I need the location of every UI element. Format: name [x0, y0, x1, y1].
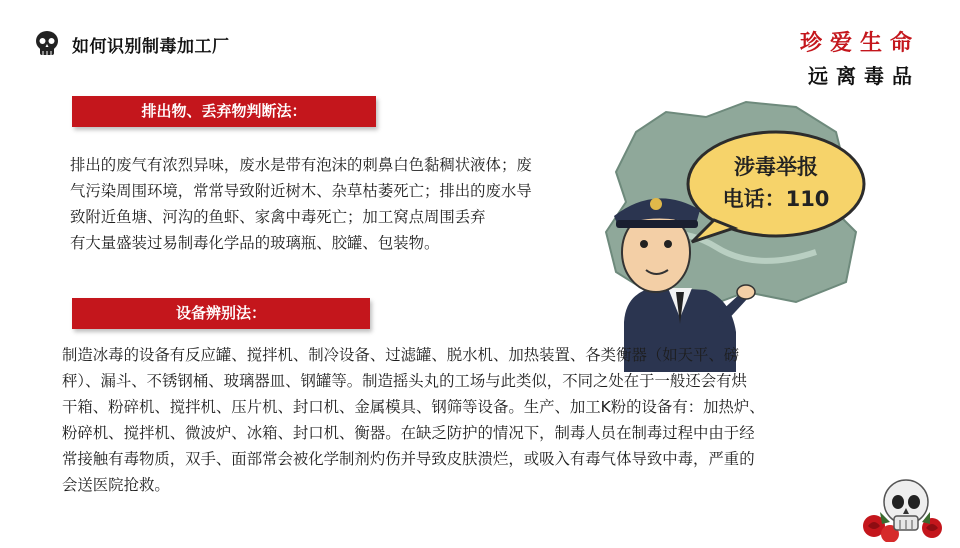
page-title: 如何识别制毒加工厂 — [72, 37, 230, 57]
text-line: 致附近鱼塘、河沟的鱼虾、家禽中毒死亡；加工窝点周围丢弃 — [70, 208, 486, 226]
police-report-illustration — [596, 92, 896, 372]
text-line: 干箱、粉碎机、搅拌机、压片机、封口机、金属模具、钢筛等设备。生产、加工K粉的设备有：加热炉、 — [62, 398, 765, 416]
skull-roses-icon — [860, 472, 944, 542]
bubble-text-line1: 涉毒举报 — [734, 155, 818, 179]
skull-icon — [34, 30, 60, 58]
section-heading-equipment: 设备辨别法： — [72, 298, 370, 329]
slogan-stay-away-drugs: 远离毒品 — [808, 64, 920, 88]
text-line: 常接触有毒物质，双手、面部常会被化学制剂灼伤并导致皮肤溃烂，或吸入有毒气体导致中毒，严重的 — [62, 450, 755, 468]
text-line: 秤）、漏斗、不锈钢桶、玻璃器皿、钢罐等。制造摇头丸的工场与此类似，不同之处在于一般还会有烘 — [62, 372, 747, 390]
section-heading-discharge: 排出物、丢弃物判断法： — [72, 96, 376, 127]
text-line: 会送医院抢救。 — [62, 476, 170, 494]
section-body-equipment — [62, 342, 884, 498]
slogan-cherish-life: 珍爱生命 — [799, 31, 920, 56]
text-line: 有大量盛装过易制毒化学品的玻璃瓶、胶罐、包装物。 — [70, 234, 440, 252]
text-line: 气污染周围环境，常常导致附近树木、杂草枯萎死亡；排出的废水导 — [70, 182, 532, 200]
bubble-text-line2: 电话：110 — [722, 187, 830, 211]
text-line: 粉碎机、搅拌机、微波炉、冰箱、封口机、衡器。在缺乏防护的情况下，制毒人员在制毒过程中由于经 — [62, 424, 755, 442]
text-line: 制造冰毒的设备有反应罐、搅拌机、制冷设备、过滤罐、脱水机、加热装置、各类衡器（如天平、磅 — [62, 346, 740, 364]
section-body-discharge — [70, 152, 610, 256]
text-line: 排出的废气有浓烈异味，废水是带有泡沫的刺鼻白色黏稠状液体；废 — [70, 156, 532, 174]
